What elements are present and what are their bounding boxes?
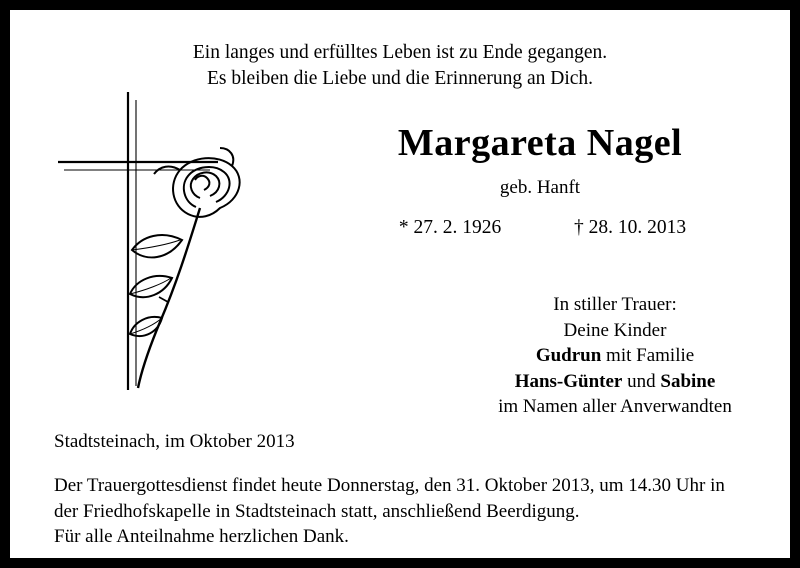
mourner-name-hansguenter: Hans-Günter xyxy=(514,370,623,392)
verse-line-1: Ein langes und erfülltes Leben ist zu Ende gegangen. xyxy=(192,42,608,63)
mourners-line-hansguenter-sabine xyxy=(440,369,790,395)
mourner-suffix-gudrun: mit Familie xyxy=(601,345,695,366)
service-note-line-1: Der Trauergottesdienst findet heute Donnerstag, den 31. Oktober 2013, um 14.30 Uhr in xyxy=(54,475,725,496)
verse-text xyxy=(10,40,790,92)
service-note xyxy=(54,473,770,550)
notice-sheet xyxy=(10,10,790,558)
life-dates xyxy=(300,216,780,240)
mourner-conjunction: und xyxy=(622,370,661,392)
service-note-line-2: der Friedhofskapelle in Stadtsteinach statt, anschließend Beerdigung. xyxy=(54,500,580,522)
place-and-date-line: Stadtsteinach, im Oktober 2013 xyxy=(54,431,295,452)
mourners-line-gudrun xyxy=(440,343,790,369)
birth-date: * 27. 2. 1926 xyxy=(398,217,502,238)
maiden-name: geb. Hanft xyxy=(499,177,581,198)
service-note-line-3: Für alle Anteilnahme herzlichen Dank. xyxy=(54,526,349,547)
death-date: † 28. 10. 2013 xyxy=(573,217,687,238)
deceased-name: Margareta Nagel xyxy=(397,122,683,164)
mourners-intro: In stiller Trauer: xyxy=(553,294,677,315)
mourners-closing: im Namen aller Anverwandten xyxy=(498,396,732,417)
cross-with-rose-icon xyxy=(50,90,270,400)
name-block xyxy=(300,120,780,240)
verse-line-2: Es bleiben die Liebe und die Erinnerung an Dich. xyxy=(206,68,594,89)
mourner-name-gudrun: Gudrun xyxy=(535,345,602,366)
mourner-name-sabine: Sabine xyxy=(660,370,716,392)
mourners-block xyxy=(440,292,790,420)
mourners-children: Deine Kinder xyxy=(563,319,667,341)
